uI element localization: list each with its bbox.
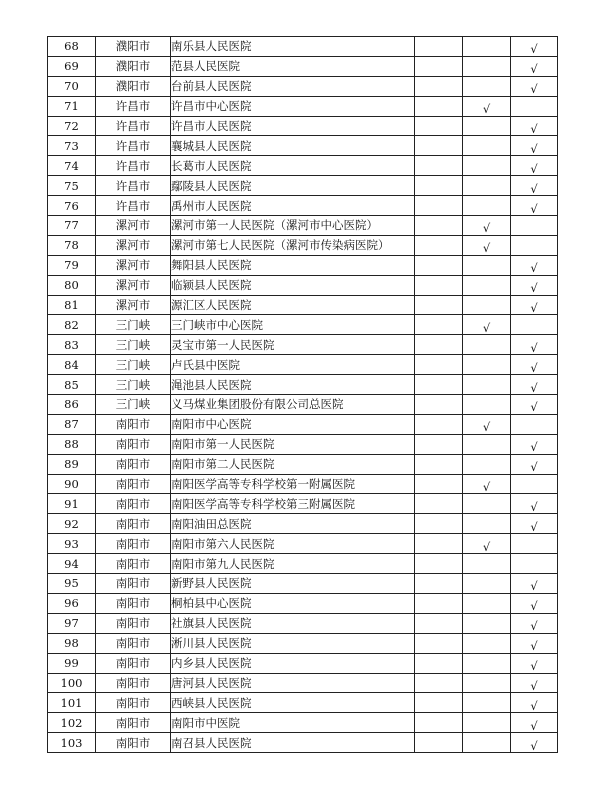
col-a-cell	[415, 593, 463, 613]
table-row	[48, 255, 558, 275]
col-a-cell	[415, 335, 463, 355]
hospital-table-body	[48, 37, 558, 753]
hospital-name-cell: 源汇区人民医院	[171, 295, 415, 315]
row-number: 84	[48, 355, 96, 375]
table-row	[48, 37, 558, 57]
col-b-check-cell	[463, 235, 511, 255]
row-number: 100	[48, 673, 96, 693]
col-b-check-cell	[463, 275, 511, 295]
city-cell: 南阳市	[96, 713, 171, 733]
hospital-name-cell: 许昌市中心医院	[171, 96, 415, 116]
table-row	[48, 574, 558, 594]
hospital-name-cell: 许昌市人民医院	[171, 116, 415, 136]
col-b-check-cell	[463, 315, 511, 335]
hospital-name-cell: 禹州市人民医院	[171, 196, 415, 216]
col-a-cell	[415, 434, 463, 454]
table-row	[48, 613, 558, 633]
row-number: 91	[48, 494, 96, 514]
city-cell: 漯河市	[96, 275, 171, 295]
col-b-check-cell	[463, 96, 511, 116]
col-c-check-cell	[511, 275, 558, 295]
col-c-check-cell	[511, 733, 558, 753]
hospital-name-cell: 漯河市第七人民医院（漯河市传染病医院）	[171, 235, 415, 255]
hospital-name-cell: 义马煤业集团股份有限公司总医院	[171, 395, 415, 415]
table-row	[48, 216, 558, 236]
col-b-check-cell	[463, 414, 511, 434]
col-b-check-cell	[463, 633, 511, 653]
col-a-cell	[415, 136, 463, 156]
table-row	[48, 136, 558, 156]
col-a-cell	[415, 633, 463, 653]
table-row	[48, 56, 558, 76]
col-a-cell	[415, 37, 463, 57]
city-cell: 南阳市	[96, 693, 171, 713]
city-cell: 漯河市	[96, 216, 171, 236]
hospital-name-cell: 南乐县人民医院	[171, 37, 415, 57]
col-c-check-cell	[511, 474, 558, 494]
check-mark: √	[482, 539, 491, 554]
hospital-name-cell: 南阳市第六人民医院	[171, 534, 415, 554]
col-a-cell	[415, 255, 463, 275]
row-number: 69	[48, 56, 96, 76]
col-a-cell	[415, 494, 463, 514]
col-c-check-cell	[511, 593, 558, 613]
row-number: 73	[48, 136, 96, 156]
col-c-check-cell	[511, 395, 558, 415]
col-c-check-cell	[511, 713, 558, 733]
table-row	[48, 275, 558, 295]
check-mark: √	[530, 82, 538, 97]
col-a-cell	[415, 355, 463, 375]
city-cell: 漯河市	[96, 255, 171, 275]
row-number: 72	[48, 116, 96, 136]
city-cell: 南阳市	[96, 534, 171, 554]
col-c-check-cell	[511, 255, 558, 275]
hospital-name-cell: 卢氏县中医院	[171, 355, 415, 375]
hospital-name-cell: 南阳市中心医院	[171, 414, 415, 434]
table-row	[48, 514, 558, 534]
row-number: 93	[48, 534, 96, 554]
check-mark: √	[530, 499, 538, 514]
col-c-check-cell	[511, 136, 558, 156]
city-cell: 南阳市	[96, 633, 171, 653]
table-row	[48, 295, 558, 315]
col-c-check-cell	[511, 116, 558, 136]
row-number: 81	[48, 295, 96, 315]
check-mark: √	[482, 320, 491, 335]
col-b-check-cell	[463, 295, 511, 315]
col-c-check-cell	[511, 216, 558, 236]
city-cell: 濮阳市	[96, 56, 171, 76]
check-mark: √	[530, 201, 538, 216]
row-number: 80	[48, 275, 96, 295]
check-mark: √	[530, 400, 538, 415]
col-a-cell	[415, 454, 463, 474]
col-c-check-cell	[511, 693, 558, 713]
col-b-check-cell	[463, 713, 511, 733]
col-b-check-cell	[463, 136, 511, 156]
col-c-check-cell	[511, 673, 558, 693]
col-a-cell	[415, 693, 463, 713]
table-row	[48, 474, 558, 494]
row-number: 82	[48, 315, 96, 335]
col-c-check-cell	[511, 315, 558, 335]
col-a-cell	[415, 76, 463, 96]
col-c-check-cell	[511, 534, 558, 554]
col-c-check-cell	[511, 96, 558, 116]
row-number: 86	[48, 395, 96, 415]
check-mark: √	[530, 181, 538, 196]
hospital-name-cell: 南阳市第二人民医院	[171, 454, 415, 474]
row-number: 83	[48, 335, 96, 355]
col-b-check-cell	[463, 454, 511, 474]
hospital-name-cell: 舞阳县人民医院	[171, 255, 415, 275]
row-number: 98	[48, 633, 96, 653]
row-number: 78	[48, 235, 96, 255]
col-c-check-cell	[511, 554, 558, 574]
hospital-name-cell: 南阳市中医院	[171, 713, 415, 733]
table-row	[48, 375, 558, 395]
check-mark: √	[482, 221, 491, 236]
row-number: 76	[48, 196, 96, 216]
col-c-check-cell	[511, 156, 558, 176]
col-b-check-cell	[463, 216, 511, 236]
col-a-cell	[415, 514, 463, 534]
col-a-cell	[415, 315, 463, 335]
check-mark: √	[530, 579, 538, 594]
col-c-check-cell	[511, 494, 558, 514]
table-row	[48, 633, 558, 653]
hospital-name-cell: 南阳市第一人民医院	[171, 434, 415, 454]
check-mark: √	[530, 161, 538, 176]
hospital-name-cell: 长葛市人民医院	[171, 156, 415, 176]
city-cell: 南阳市	[96, 574, 171, 594]
hospital-name-cell: 桐柏县中心医院	[171, 593, 415, 613]
row-number: 102	[48, 713, 96, 733]
check-mark: √	[530, 678, 538, 693]
col-b-check-cell	[463, 176, 511, 196]
col-a-cell	[415, 395, 463, 415]
col-c-check-cell	[511, 514, 558, 534]
row-number: 74	[48, 156, 96, 176]
col-c-check-cell	[511, 613, 558, 633]
table-row	[48, 713, 558, 733]
check-mark: √	[530, 698, 538, 713]
row-number: 71	[48, 96, 96, 116]
city-cell: 南阳市	[96, 414, 171, 434]
col-b-check-cell	[463, 56, 511, 76]
col-b-check-cell	[463, 653, 511, 673]
check-mark: √	[530, 62, 538, 77]
row-number: 94	[48, 554, 96, 574]
city-cell: 漯河市	[96, 235, 171, 255]
city-cell: 三门峡	[96, 355, 171, 375]
col-a-cell	[415, 414, 463, 434]
row-number: 70	[48, 76, 96, 96]
check-mark: √	[530, 340, 538, 355]
table-row	[48, 554, 558, 574]
row-number: 87	[48, 414, 96, 434]
city-cell: 三门峡	[96, 315, 171, 335]
city-cell: 南阳市	[96, 653, 171, 673]
check-mark: √	[530, 718, 538, 733]
table-row	[48, 76, 558, 96]
col-a-cell	[415, 713, 463, 733]
col-c-check-cell	[511, 295, 558, 315]
city-cell: 南阳市	[96, 733, 171, 753]
city-cell: 南阳市	[96, 474, 171, 494]
hospital-name-cell: 南阳医学高等专科学校第一附属医院	[171, 474, 415, 494]
city-cell: 南阳市	[96, 494, 171, 514]
hospital-name-cell: 唐河县人民医院	[171, 673, 415, 693]
table-row	[48, 733, 558, 753]
city-cell: 许昌市	[96, 156, 171, 176]
col-a-cell	[415, 235, 463, 255]
col-c-check-cell	[511, 653, 558, 673]
hospital-table	[47, 36, 558, 753]
col-a-cell	[415, 295, 463, 315]
col-c-check-cell	[511, 414, 558, 434]
hospital-name-cell: 西峡县人民医院	[171, 693, 415, 713]
check-mark: √	[530, 141, 538, 156]
col-b-check-cell	[463, 395, 511, 415]
hospital-name-cell: 淅川县人民医院	[171, 633, 415, 653]
col-a-cell	[415, 196, 463, 216]
col-a-cell	[415, 613, 463, 633]
city-cell: 三门峡	[96, 335, 171, 355]
col-c-check-cell	[511, 37, 558, 57]
city-cell: 南阳市	[96, 434, 171, 454]
hospital-name-cell: 南阳医学高等专科学校第三附属医院	[171, 494, 415, 514]
check-mark: √	[530, 639, 538, 654]
col-c-check-cell	[511, 76, 558, 96]
table-row	[48, 395, 558, 415]
hospital-name-cell: 鄢陵县人民医院	[171, 176, 415, 196]
col-c-check-cell	[511, 375, 558, 395]
col-c-check-cell	[511, 434, 558, 454]
hospital-name-cell: 灵宝市第一人民医院	[171, 335, 415, 355]
col-b-check-cell	[463, 196, 511, 216]
table-row	[48, 414, 558, 434]
col-b-check-cell	[463, 355, 511, 375]
row-number: 92	[48, 514, 96, 534]
col-b-check-cell	[463, 693, 511, 713]
row-number: 101	[48, 693, 96, 713]
city-cell: 南阳市	[96, 514, 171, 534]
col-b-check-cell	[463, 434, 511, 454]
col-b-check-cell	[463, 514, 511, 534]
city-cell: 南阳市	[96, 673, 171, 693]
row-number: 95	[48, 574, 96, 594]
city-cell: 许昌市	[96, 196, 171, 216]
check-mark: √	[530, 440, 538, 455]
row-number: 90	[48, 474, 96, 494]
table-row	[48, 434, 558, 454]
check-mark: √	[530, 738, 538, 753]
row-number: 96	[48, 593, 96, 613]
table-row	[48, 534, 558, 554]
check-mark: √	[530, 301, 538, 315]
col-b-check-cell	[463, 255, 511, 275]
col-b-check-cell	[463, 76, 511, 96]
col-b-check-cell	[463, 673, 511, 693]
table-row	[48, 693, 558, 713]
check-mark: √	[530, 519, 538, 534]
col-a-cell	[415, 733, 463, 753]
table-row	[48, 156, 558, 176]
row-number: 75	[48, 176, 96, 196]
col-c-check-cell	[511, 235, 558, 255]
city-cell: 三门峡	[96, 375, 171, 395]
col-a-cell	[415, 176, 463, 196]
city-cell: 濮阳市	[96, 76, 171, 96]
hospital-name-cell: 社旗县人民医院	[171, 613, 415, 633]
hospital-name-cell: 台前县人民医院	[171, 76, 415, 96]
table-row	[48, 315, 558, 335]
table-row	[48, 494, 558, 514]
table-row	[48, 335, 558, 355]
hospital-name-cell: 南召县人民医院	[171, 733, 415, 753]
col-a-cell	[415, 574, 463, 594]
col-b-check-cell	[463, 116, 511, 136]
city-cell: 三门峡	[96, 395, 171, 415]
col-a-cell	[415, 216, 463, 236]
row-number: 99	[48, 653, 96, 673]
col-b-check-cell	[463, 554, 511, 574]
col-c-check-cell	[511, 355, 558, 375]
row-number: 89	[48, 454, 96, 474]
col-a-cell	[415, 554, 463, 574]
col-b-check-cell	[463, 613, 511, 633]
col-a-cell	[415, 56, 463, 76]
hospital-name-cell: 渑池县人民医院	[171, 375, 415, 395]
check-mark: √	[530, 380, 538, 395]
col-a-cell	[415, 474, 463, 494]
table-row	[48, 96, 558, 116]
table-row	[48, 673, 558, 693]
row-number: 103	[48, 733, 96, 753]
table-row	[48, 653, 558, 673]
table-row	[48, 454, 558, 474]
row-number: 88	[48, 434, 96, 454]
col-b-check-cell	[463, 37, 511, 57]
check-mark: √	[482, 102, 491, 117]
col-b-check-cell	[463, 375, 511, 395]
check-mark: √	[530, 599, 538, 614]
row-number: 79	[48, 255, 96, 275]
col-a-cell	[415, 96, 463, 116]
col-a-cell	[415, 534, 463, 554]
table-row	[48, 196, 558, 216]
city-cell: 许昌市	[96, 116, 171, 136]
city-cell: 许昌市	[96, 176, 171, 196]
col-b-check-cell	[463, 335, 511, 355]
hospital-name-cell: 范县人民医院	[171, 56, 415, 76]
check-mark: √	[482, 420, 491, 435]
col-b-check-cell	[463, 156, 511, 176]
hospital-name-cell: 三门峡市中心医院	[171, 315, 415, 335]
check-mark: √	[530, 460, 538, 475]
check-mark: √	[530, 281, 538, 296]
col-b-check-cell	[463, 733, 511, 753]
table-row	[48, 235, 558, 255]
col-a-cell	[415, 653, 463, 673]
city-cell: 南阳市	[96, 593, 171, 613]
check-mark: √	[530, 659, 538, 673]
hospital-name-cell: 南阳市第九人民医院	[171, 554, 415, 574]
check-mark: √	[530, 42, 538, 57]
col-b-check-cell	[463, 574, 511, 594]
city-cell: 濮阳市	[96, 37, 171, 57]
city-cell: 许昌市	[96, 96, 171, 116]
row-number: 77	[48, 216, 96, 236]
col-c-check-cell	[511, 56, 558, 76]
col-b-check-cell	[463, 474, 511, 494]
table-row	[48, 176, 558, 196]
col-a-cell	[415, 275, 463, 295]
col-b-check-cell	[463, 534, 511, 554]
col-c-check-cell	[511, 176, 558, 196]
col-c-check-cell	[511, 633, 558, 653]
hospital-name-cell: 襄城县人民医院	[171, 136, 415, 156]
col-c-check-cell	[511, 454, 558, 474]
col-b-check-cell	[463, 494, 511, 514]
col-a-cell	[415, 673, 463, 693]
check-mark: √	[530, 619, 538, 634]
col-a-cell	[415, 375, 463, 395]
city-cell: 南阳市	[96, 613, 171, 633]
check-mark: √	[530, 261, 538, 276]
hospital-name-cell: 临颍县人民医院	[171, 275, 415, 295]
check-mark: √	[530, 360, 538, 375]
col-b-check-cell	[463, 593, 511, 613]
hospital-name-cell: 漯河市第一人民医院（漯河市中心医院）	[171, 216, 415, 236]
city-cell: 南阳市	[96, 554, 171, 574]
row-number: 85	[48, 375, 96, 395]
check-mark: √	[482, 480, 491, 494]
city-cell: 漯河市	[96, 295, 171, 315]
col-a-cell	[415, 116, 463, 136]
col-c-check-cell	[511, 574, 558, 594]
table-row	[48, 116, 558, 136]
row-number: 97	[48, 613, 96, 633]
city-cell: 南阳市	[96, 454, 171, 474]
col-a-cell	[415, 156, 463, 176]
hospital-name-cell: 南阳油田总医院	[171, 514, 415, 534]
table-row	[48, 593, 558, 613]
hospital-name-cell: 内乡县人民医院	[171, 653, 415, 673]
col-c-check-cell	[511, 196, 558, 216]
check-mark: √	[530, 122, 538, 136]
row-number: 68	[48, 37, 96, 57]
col-c-check-cell	[511, 335, 558, 355]
hospital-name-cell: 新野县人民医院	[171, 574, 415, 594]
table-row	[48, 355, 558, 375]
city-cell: 许昌市	[96, 136, 171, 156]
check-mark: √	[482, 241, 491, 256]
